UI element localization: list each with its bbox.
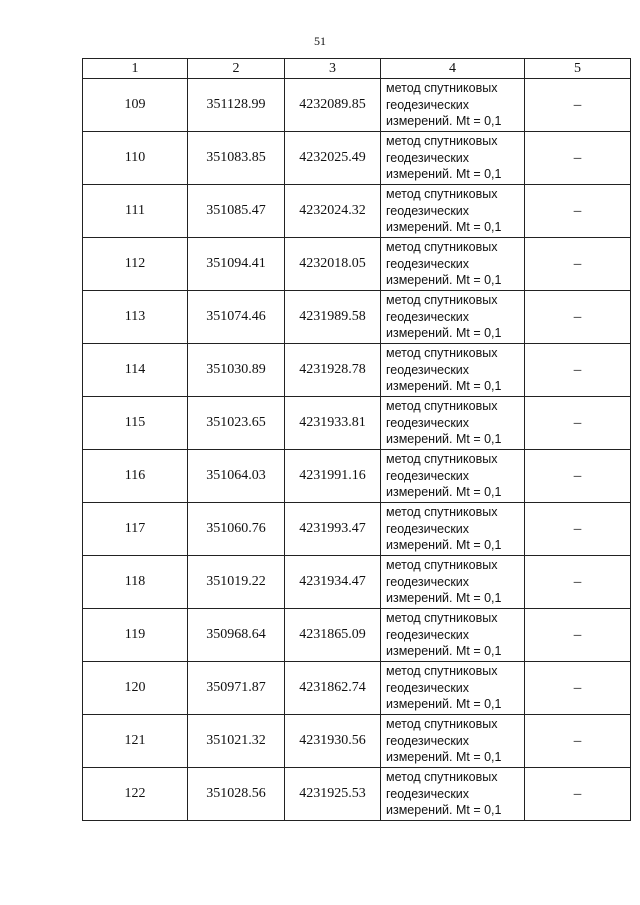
table-row <box>83 344 631 397</box>
method-line: измерений. Mt = 0,1 <box>386 485 502 500</box>
method-line: измерений. Mt = 0,1 <box>386 114 502 129</box>
note-cell: – <box>525 344 631 397</box>
x-coordinate-cell: 351085.47 <box>188 185 285 238</box>
x-coordinate-cell: 351021.32 <box>188 715 285 768</box>
note-cell: – <box>525 185 631 238</box>
table-row <box>83 238 631 291</box>
method-line: измерений. Mt = 0,1 <box>386 379 502 394</box>
note-cell: – <box>525 715 631 768</box>
x-coordinate-cell: 351094.41 <box>188 238 285 291</box>
note-cell: – <box>525 609 631 662</box>
x-coordinate-cell: 351023.65 <box>188 397 285 450</box>
note-cell: – <box>525 238 631 291</box>
table-body <box>83 79 631 821</box>
method-line: геодезических <box>386 309 470 324</box>
method-cell <box>381 397 525 450</box>
method-line: метод спутниковых <box>386 293 498 308</box>
method-cell <box>381 79 525 132</box>
table-row <box>83 132 631 185</box>
method-line: геодезических <box>386 733 470 748</box>
method-line: геодезических <box>386 415 470 430</box>
x-coordinate-cell: 350968.64 <box>188 609 285 662</box>
note-cell: – <box>525 132 631 185</box>
y-coordinate-cell: 4231925.53 <box>285 768 381 821</box>
method-line: измерений. Mt = 0,1 <box>386 432 502 447</box>
method-line: измерений. Mt = 0,1 <box>386 167 502 182</box>
point-number-cell: 116 <box>83 450 188 503</box>
page-number: 51 <box>314 34 326 48</box>
column-header-3: 3 <box>285 59 381 79</box>
point-number-cell: 120 <box>83 662 188 715</box>
coordinates-table <box>82 58 631 821</box>
method-line: геодезических <box>386 521 470 536</box>
method-line: геодезических <box>386 680 470 695</box>
note-cell: – <box>525 768 631 821</box>
point-number-cell: 121 <box>83 715 188 768</box>
table-row <box>83 556 631 609</box>
method-cell <box>381 238 525 291</box>
point-number-cell: 110 <box>83 132 188 185</box>
table-row <box>83 662 631 715</box>
method-cell <box>381 344 525 397</box>
table-row <box>83 185 631 238</box>
method-line: геодезических <box>386 150 470 165</box>
method-line: метод спутниковых <box>386 770 498 785</box>
method-line: измерений. Mt = 0,1 <box>386 326 502 341</box>
method-line: метод спутниковых <box>386 717 498 732</box>
column-header-4: 4 <box>381 59 525 79</box>
method-line: геодезических <box>386 574 470 589</box>
table-row <box>83 609 631 662</box>
y-coordinate-cell: 4232089.85 <box>285 79 381 132</box>
column-header-1: 1 <box>83 59 188 79</box>
method-line: измерений. Mt = 0,1 <box>386 273 502 288</box>
method-line: измерений. Mt = 0,1 <box>386 697 502 712</box>
x-coordinate-cell: 350971.87 <box>188 662 285 715</box>
x-coordinate-cell: 351064.03 <box>188 450 285 503</box>
method-cell <box>381 662 525 715</box>
x-coordinate-cell: 351030.89 <box>188 344 285 397</box>
method-line: метод спутниковых <box>386 240 498 255</box>
note-cell: – <box>525 503 631 556</box>
table-row <box>83 503 631 556</box>
x-coordinate-cell: 351019.22 <box>188 556 285 609</box>
table-row <box>83 79 631 132</box>
y-coordinate-cell: 4231865.09 <box>285 609 381 662</box>
note-cell: – <box>525 556 631 609</box>
y-coordinate-cell: 4232018.05 <box>285 238 381 291</box>
method-cell <box>381 132 525 185</box>
y-coordinate-cell: 4231991.16 <box>285 450 381 503</box>
note-cell: – <box>525 397 631 450</box>
table-header-row <box>83 59 631 79</box>
table-row <box>83 715 631 768</box>
method-cell <box>381 503 525 556</box>
y-coordinate-cell: 4231928.78 <box>285 344 381 397</box>
method-cell <box>381 291 525 344</box>
method-cell <box>381 185 525 238</box>
point-number-cell: 115 <box>83 397 188 450</box>
method-line: метод спутниковых <box>386 134 498 149</box>
method-line: метод спутниковых <box>386 611 498 626</box>
point-number-cell: 111 <box>83 185 188 238</box>
point-number-cell: 109 <box>83 79 188 132</box>
method-cell <box>381 450 525 503</box>
method-line: геодезических <box>386 786 470 801</box>
method-line: метод спутниковых <box>386 81 498 96</box>
method-line: измерений. Mt = 0,1 <box>386 644 502 659</box>
method-line: метод спутниковых <box>386 452 498 467</box>
note-cell: – <box>525 291 631 344</box>
point-number-cell: 112 <box>83 238 188 291</box>
x-coordinate-cell: 351083.85 <box>188 132 285 185</box>
table-row <box>83 768 631 821</box>
point-number-cell: 113 <box>83 291 188 344</box>
method-cell <box>381 768 525 821</box>
method-line: измерений. Mt = 0,1 <box>386 591 502 606</box>
method-line: измерений. Mt = 0,1 <box>386 803 502 818</box>
y-coordinate-cell: 4231993.47 <box>285 503 381 556</box>
method-cell <box>381 715 525 768</box>
method-line: метод спутниковых <box>386 664 498 679</box>
method-line: метод спутниковых <box>386 558 498 573</box>
method-line: геодезических <box>386 97 470 112</box>
method-line: метод спутниковых <box>386 346 498 361</box>
method-cell <box>381 556 525 609</box>
method-line: метод спутниковых <box>386 399 498 414</box>
point-number-cell: 114 <box>83 344 188 397</box>
point-number-cell: 118 <box>83 556 188 609</box>
method-line: геодезических <box>386 203 470 218</box>
point-number-cell: 119 <box>83 609 188 662</box>
x-coordinate-cell: 351128.99 <box>188 79 285 132</box>
column-header-2: 2 <box>188 59 285 79</box>
y-coordinate-cell: 4232024.32 <box>285 185 381 238</box>
method-line: измерений. Mt = 0,1 <box>386 220 502 235</box>
method-line: геодезических <box>386 362 470 377</box>
x-coordinate-cell: 351074.46 <box>188 291 285 344</box>
y-coordinate-cell: 4231989.58 <box>285 291 381 344</box>
note-cell: – <box>525 662 631 715</box>
note-cell: – <box>525 79 631 132</box>
table-row <box>83 450 631 503</box>
point-number-cell: 117 <box>83 503 188 556</box>
y-coordinate-cell: 4231933.81 <box>285 397 381 450</box>
method-line: измерений. Mt = 0,1 <box>386 538 502 553</box>
x-coordinate-cell: 351028.56 <box>188 768 285 821</box>
method-line: измерений. Mt = 0,1 <box>386 750 502 765</box>
point-number-cell: 122 <box>83 768 188 821</box>
y-coordinate-cell: 4231930.56 <box>285 715 381 768</box>
table-row <box>83 397 631 450</box>
column-header-5: 5 <box>525 59 631 79</box>
x-coordinate-cell: 351060.76 <box>188 503 285 556</box>
method-line: метод спутниковых <box>386 187 498 202</box>
y-coordinate-cell: 4231862.74 <box>285 662 381 715</box>
method-cell <box>381 609 525 662</box>
y-coordinate-cell: 4231934.47 <box>285 556 381 609</box>
note-cell: – <box>525 450 631 503</box>
method-line: геодезических <box>386 256 470 271</box>
method-line: метод спутниковых <box>386 505 498 520</box>
method-line: геодезических <box>386 627 470 642</box>
method-line: геодезических <box>386 468 470 483</box>
y-coordinate-cell: 4232025.49 <box>285 132 381 185</box>
table-row <box>83 291 631 344</box>
